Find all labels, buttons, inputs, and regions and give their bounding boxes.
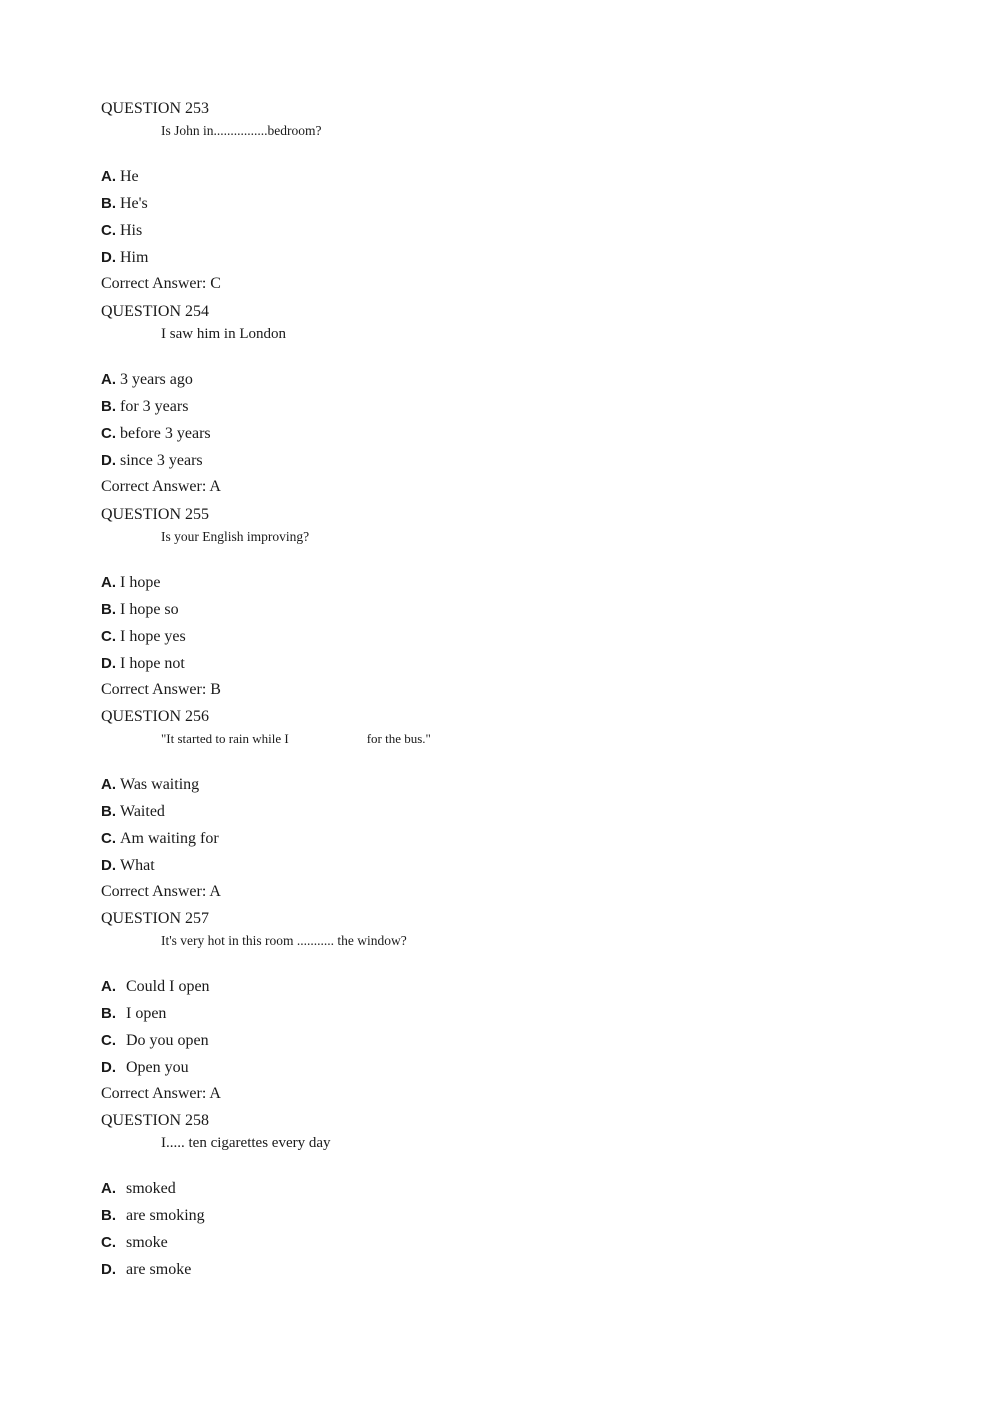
option-text: I open [126, 1005, 167, 1022]
option-letter: B. [101, 1207, 116, 1224]
correct-answer: Correct Answer: B [101, 681, 221, 698]
option-letter: C. [101, 628, 116, 645]
question-block [101, 99, 901, 294]
option-text: are smoke [126, 1261, 192, 1278]
option-c [101, 1031, 901, 1058]
option-letter: C. [101, 830, 116, 847]
option-d [101, 856, 901, 883]
option-text: I hope so [120, 601, 179, 618]
option-letter: B. [101, 398, 116, 415]
option-b [101, 1206, 901, 1233]
option-text: before 3 years [120, 425, 211, 442]
option-letter: B. [101, 601, 116, 618]
option-letter: B. [101, 803, 116, 820]
option-text: Open you [126, 1059, 189, 1076]
correct-answer: Correct Answer: A [101, 883, 221, 900]
question-stem: I..... ten cigarettes every day [161, 1135, 331, 1151]
option-text: for 3 years [120, 398, 189, 415]
option-text: since 3 years [120, 452, 203, 469]
option-a [101, 167, 901, 194]
option-letter: D. [101, 857, 116, 874]
option-text: Him [120, 249, 149, 266]
option-text: I hope not [120, 655, 185, 672]
option-text: I hope yes [120, 628, 186, 645]
correct-answer: Correct Answer: A [101, 478, 221, 495]
option-letter: C. [101, 1032, 116, 1049]
option-c [101, 1233, 901, 1260]
option-letter: A. [101, 371, 116, 388]
option-letter: B. [101, 1005, 116, 1022]
option-letter: D. [101, 249, 116, 266]
option-b [101, 1004, 901, 1031]
question-stem [161, 729, 901, 749]
option-text: I hope [120, 574, 161, 591]
option-letter: A. [101, 1180, 116, 1197]
option-a [101, 1179, 901, 1206]
option-letter: D. [101, 1059, 116, 1076]
option-c [101, 424, 901, 451]
option-letter: D. [101, 452, 116, 469]
question-title: QUESTION 254 [101, 303, 209, 320]
question-title: QUESTION 258 [101, 1112, 209, 1129]
question-stem: Is John in................bedroom? [161, 123, 322, 138]
option-text: What [120, 857, 155, 874]
option-text: He's [120, 195, 148, 212]
option-text: 3 years ago [120, 371, 193, 388]
option-letter: D. [101, 655, 116, 672]
question-title: QUESTION 256 [101, 708, 209, 725]
option-letter: A. [101, 776, 116, 793]
option-letter: C. [101, 222, 116, 239]
option-text: are smoking [126, 1207, 205, 1224]
option-d [101, 1260, 901, 1287]
option-text: Am waiting for [120, 830, 219, 847]
question-block [101, 505, 901, 700]
option-b [101, 802, 901, 829]
option-text: He [120, 168, 139, 185]
option-d [101, 248, 901, 275]
correct-answer: Correct Answer: A [101, 1085, 221, 1102]
option-c [101, 829, 901, 856]
option-a [101, 775, 901, 802]
option-letter: B. [101, 195, 116, 212]
option-letter: C. [101, 1234, 116, 1251]
option-letter: D. [101, 1261, 116, 1278]
option-text: Could I open [126, 978, 210, 995]
question-title: QUESTION 257 [101, 910, 209, 927]
question-block [101, 707, 901, 902]
question-block [101, 1111, 901, 1287]
option-a [101, 977, 901, 1004]
option-letter: A. [101, 574, 116, 591]
option-b [101, 600, 901, 627]
option-a [101, 573, 901, 600]
option-b [101, 397, 901, 424]
question-title: QUESTION 255 [101, 506, 209, 523]
option-text: Waited [120, 803, 165, 820]
question-stem: It's very hot in this room ........... the window? [161, 933, 407, 948]
option-c [101, 627, 901, 654]
option-text: Was waiting [120, 776, 200, 793]
question-block [101, 302, 901, 497]
question-stem: Is your English improving? [161, 529, 310, 544]
correct-answer: Correct Answer: C [101, 275, 221, 292]
option-a [101, 370, 901, 397]
stem-before-blank: "It started to rain while I [161, 731, 289, 746]
option-letter: A. [101, 978, 116, 995]
option-text: Do you open [126, 1032, 209, 1049]
option-letter: C. [101, 425, 116, 442]
option-letter: A. [101, 168, 116, 185]
question-block [101, 909, 901, 1104]
option-d [101, 654, 901, 681]
option-text: smoked [126, 1180, 176, 1197]
option-d [101, 1058, 901, 1085]
option-text: smoke [126, 1234, 168, 1251]
option-b [101, 194, 901, 221]
option-c [101, 221, 901, 248]
option-d [101, 451, 901, 478]
question-stem: I saw him in London [161, 326, 286, 342]
stem-after-blank: for the bus." [366, 731, 431, 746]
question-title: QUESTION 253 [101, 100, 209, 117]
option-text: His [120, 222, 143, 239]
